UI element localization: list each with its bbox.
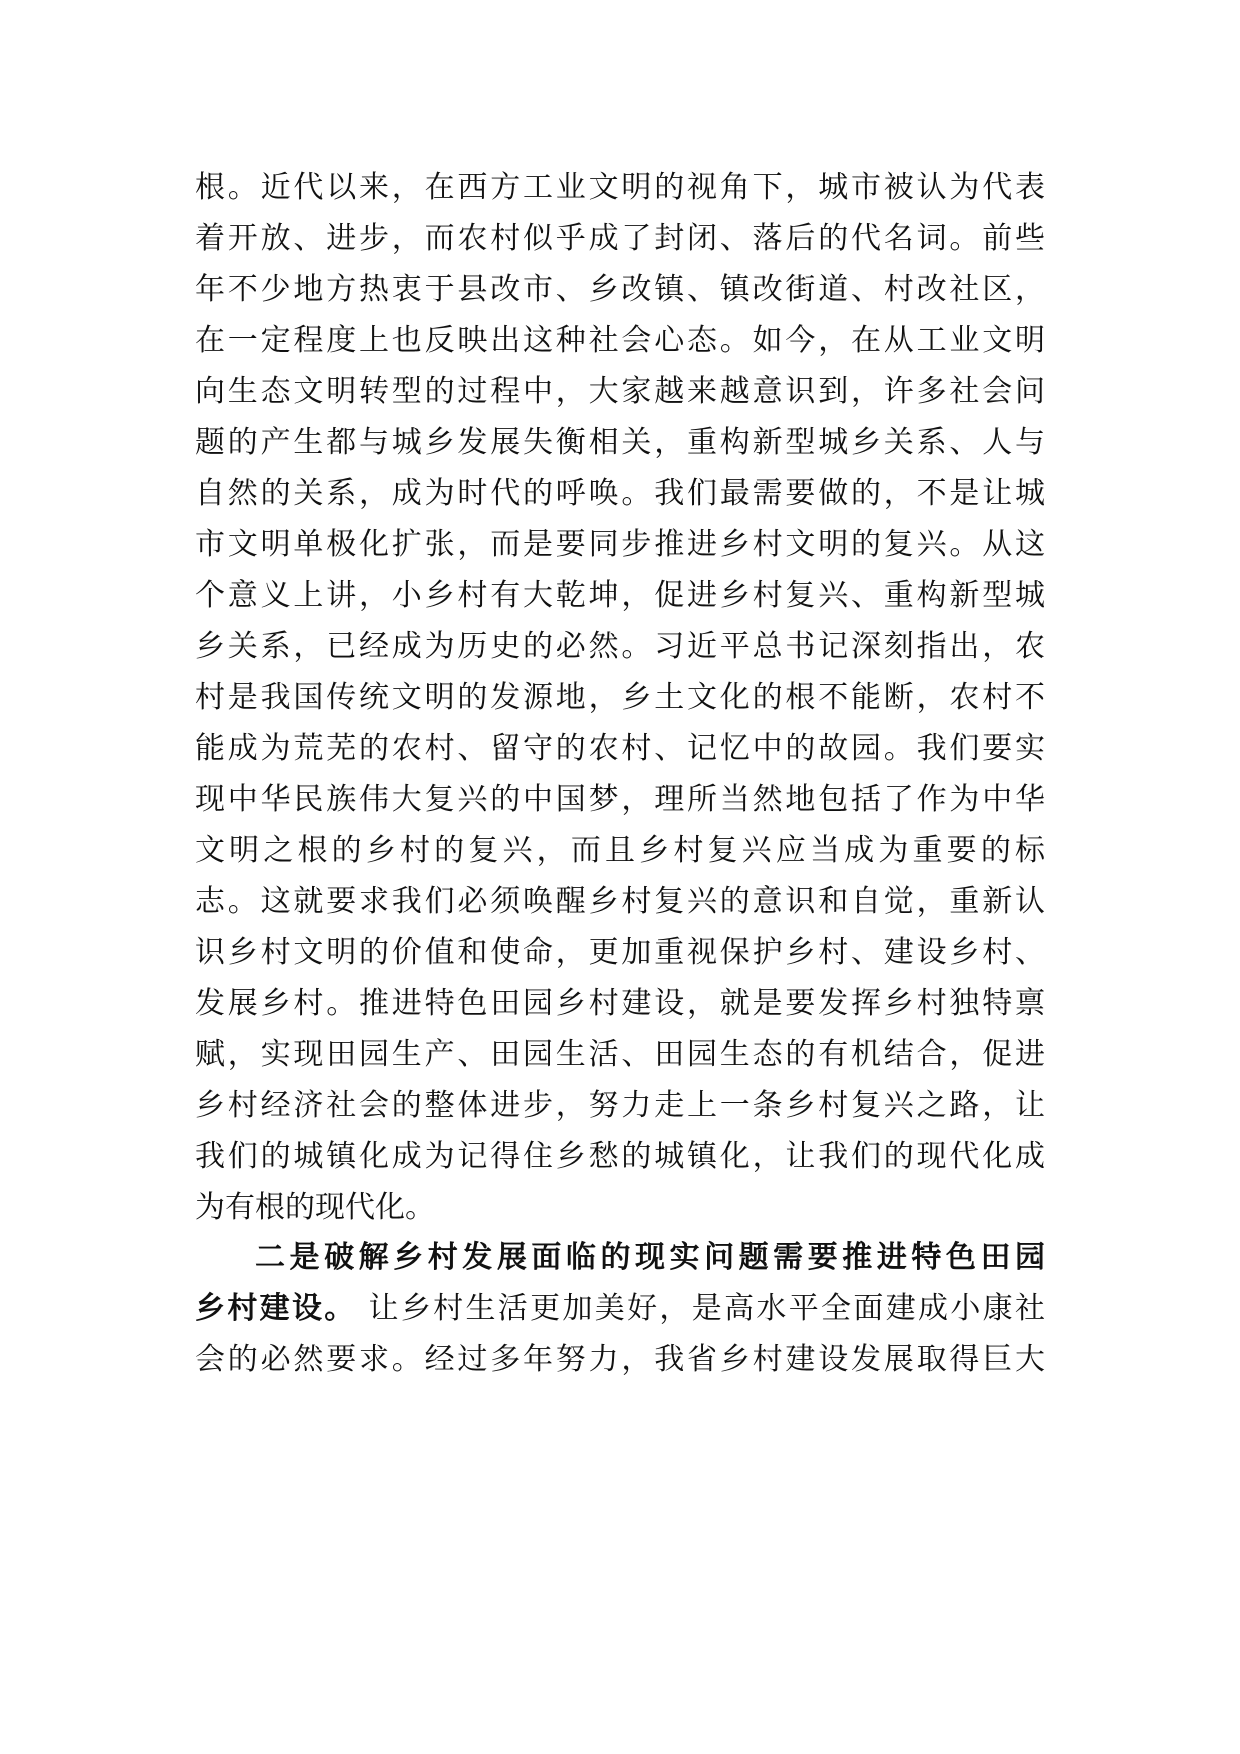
text-line: 题的产生都与城乡发展失衡相关，重构新型城乡关系、人与 <box>195 425 1045 460</box>
text-line: 年不少地方热衷于县改市、乡改镇、镇改街道、村改社区， <box>195 272 1045 307</box>
text-line: 乡村经济社会的整体进步，努力走上一条乡村复兴之路，让 <box>195 1088 1045 1123</box>
text-line: 市文明单极化扩张，而是要同步推进乡村文明的复兴。从这 <box>195 527 1045 562</box>
section-heading-line: 二是破解乡村发展面临的现实问题需要推进特色田园 <box>255 1240 1045 1275</box>
text-line: 能成为荒芜的农村、留守的农村、记忆中的故园。我们要实 <box>195 731 1045 766</box>
text-line: 自然的关系，成为时代的呼唤。我们最需要做的，不是让城 <box>195 476 1045 511</box>
text-line: 根。近代以来，在西方工业文明的视角下，城市被认为代表 <box>195 170 1045 205</box>
text-line: 在一定程度上也反映出这种社会心态。如今，在从工业文明 <box>195 323 1045 358</box>
text-line: 赋，实现田园生产、田园生活、田园生态的有机结合，促进 <box>195 1037 1045 1072</box>
paragraph-section-two <box>195 1232 1045 1385</box>
text-line: 为有根的现代化。 <box>195 1190 435 1225</box>
text-line: 现中华民族伟大复兴的中国梦，理所当然地包括了作为中华 <box>195 782 1045 817</box>
paragraph-continued <box>195 162 1045 1233</box>
text-line: 文明之根的乡村的复兴，而且乡村复兴应当成为重要的标 <box>195 833 1045 868</box>
section-heading-line-two <box>195 1283 1045 1334</box>
section-heading-tail: 乡村建设。 <box>195 1291 357 1326</box>
text-line: 向生态文明转型的过程中，大家越来越意识到，许多社会问 <box>195 374 1045 409</box>
text-line: 个意义上讲，小乡村有大乾坤，促进乡村复兴、重构新型城 <box>195 578 1045 613</box>
body-text: 让乡村生活更加美好，是高水平全面建成小康社 <box>356 1291 1046 1326</box>
text-line: 志。这就要求我们必须唤醒乡村复兴的意识和自觉，重新认 <box>195 884 1045 919</box>
text-line: 发展乡村。推进特色田园乡村建设，就是要发挥乡村独特禀 <box>195 986 1045 1021</box>
text-line: 乡关系，已经成为历史的必然。习近平总书记深刻指出，农 <box>195 629 1045 664</box>
text-line: 我们的城镇化成为记得住乡愁的城镇化，让我们的现代化成 <box>195 1139 1045 1174</box>
text-line: 村是我国传统文明的发源地，乡土文化的根不能断，农村不 <box>195 680 1045 715</box>
text-line: 识乡村文明的价值和使命，更加重视保护乡村、建设乡村、 <box>195 935 1045 970</box>
text-line: 会的必然要求。经过多年努力，我省乡村建设发展取得巨大 <box>195 1342 1045 1377</box>
text-line: 着开放、进步，而农村似乎成了封闭、落后的代名词。前些 <box>195 221 1045 256</box>
